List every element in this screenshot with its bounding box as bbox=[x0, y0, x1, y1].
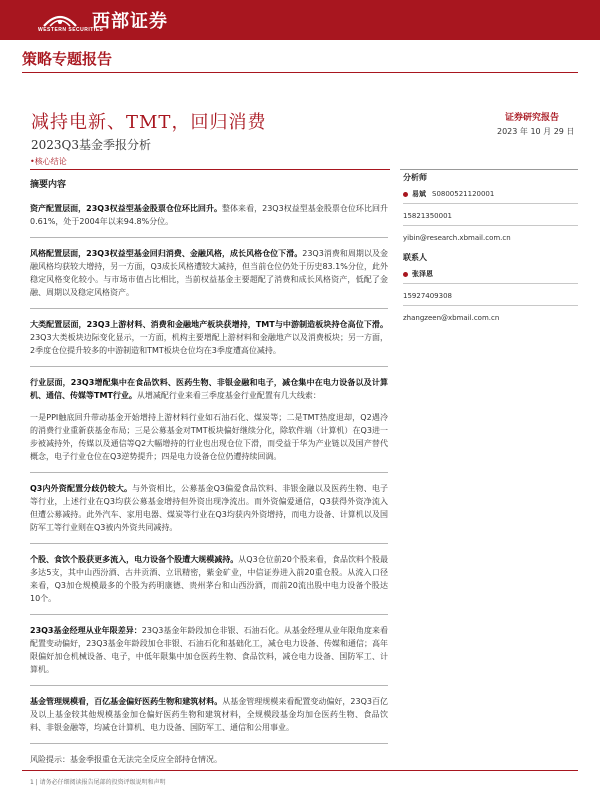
summary-heading: 摘要内容 bbox=[30, 180, 67, 190]
risk-warning bbox=[30, 753, 388, 766]
paragraph-divider bbox=[30, 543, 388, 544]
contact-heading: 联系人 bbox=[403, 253, 427, 262]
contact-divider bbox=[403, 305, 578, 306]
paragraph-text: 与外资相比，公募基金Q3偏爱食品饮料、非银金融以及医药生物、电子等行业，上述行业在Q3均获公募基金增持但外资出现净流出。而外资偏爱通信，Q3获得外资净流入但遭公募减持。此外汽车、家用电器、煤炭等行业在Q3均获内外资增持，而电力设备、计算机以及国防军工等行业则在Q3被内外资共同减持。 bbox=[30, 484, 388, 532]
paragraph-sector-allocation bbox=[30, 318, 388, 357]
contact-phone: 15927409308 bbox=[403, 292, 452, 300]
paragraph-divider bbox=[30, 308, 388, 309]
report-header bbox=[0, 0, 600, 40]
bullet-icon bbox=[403, 192, 408, 197]
report-category-label: 证券研究报告 bbox=[505, 113, 560, 123]
paragraph-text: 从Q3仓位前20个股来看，食品饮料个股最多达5支，其中山西汾酒、古井贡酒、立讯精密，紫金矿业，中信证券进入前20重仓股。从流入口径来看，Q3加仓规模最多的个股为药明康德、贵州茅台和山西汾酒，而前20流出股中电力设备个股达10个。 bbox=[30, 555, 388, 603]
contact-name-row bbox=[403, 268, 578, 280]
report-type-label: 策略专题报告 bbox=[22, 50, 113, 68]
report-title: 减持电新、TMT，回归消费 bbox=[31, 112, 267, 133]
paragraph-lead: 23Q3基金经理从业年限差异： bbox=[30, 626, 142, 635]
top-divider bbox=[22, 72, 578, 73]
summary-body bbox=[30, 177, 388, 775]
analyst-email[interactable]: yibin@research.xbmail.com.cn bbox=[403, 234, 511, 242]
contact-email[interactable]: zhangzeen@xbmail.com.cn bbox=[403, 314, 500, 322]
analyst-card bbox=[403, 188, 578, 252]
footer-divider bbox=[22, 770, 578, 771]
paragraph-text: 23Q3大类板块边际变化显示，一方面，机构主要增配上游材料和金融地产以及消费板块；另一方面，2季度仓位提升较多的中游制造和TMT板块仓位均在3季度遭高位减持。 bbox=[30, 333, 388, 355]
contact-divider bbox=[403, 203, 578, 204]
paragraph-divider bbox=[30, 743, 388, 744]
paragraph-industry-allocation bbox=[30, 376, 388, 402]
paragraph-divider bbox=[30, 472, 388, 473]
paragraph-lead: 风格配置层面，23Q3权益型基金回归消费、金融风格，成长风格仓位下滑。 bbox=[30, 249, 303, 258]
analyst-name: 易斌 bbox=[412, 190, 426, 198]
paragraph-lead: Q3内外资配置分歧仍较大。 bbox=[30, 484, 133, 493]
paragraph-lead: 个股、食饮个股获更多流入，电力设备个股遭大规模减持。 bbox=[30, 555, 239, 564]
footer-disclaimer: 1 | 请务必仔细阅读报告尾部的投资评级说明和声明 bbox=[30, 779, 166, 786]
paragraph-text: 从增减配行业来看三季度基金行业配置有几大线索： bbox=[136, 391, 321, 400]
paragraph-divider bbox=[30, 366, 388, 367]
paragraph-style-allocation bbox=[30, 247, 388, 299]
paragraph-lead: 基金管理规模看，百亿基金偏好医药生物和建筑材料。 bbox=[30, 697, 223, 706]
paragraph-industry-clues bbox=[30, 411, 388, 463]
analyst-heading: 分析师 bbox=[403, 173, 427, 182]
contact-divider bbox=[403, 225, 578, 226]
analyst-name-row bbox=[403, 188, 578, 200]
contact-sidebar bbox=[403, 172, 578, 324]
paragraph-foreign-capital bbox=[30, 482, 388, 534]
paragraph-stocks bbox=[30, 553, 388, 605]
paragraph-fund-size bbox=[30, 695, 388, 734]
report-date: 2023 年 10 月 29 日 bbox=[497, 127, 575, 136]
paragraph-lead: 行业层面，23Q3增配集中在食品饮料、医药生物、非银金融和电子，减仓集中在电力设备以及计算机、通信、传媒等TMT行业。 bbox=[30, 378, 388, 400]
paragraph-lead: 大类配置层面，23Q3上游材料、消费和金融地产板块获增持，TMT与中游制造板块持仓高位下滑。 bbox=[30, 320, 388, 329]
paragraph-text: 整体来看，23Q3权益型基金股票仓位环比回升0.61%，处于2004年以来94.8%分位。 bbox=[30, 204, 388, 226]
paragraph-text: 一是PPI触底回升带动基金开始增持上游材料行业如石油石化、煤炭等；二是TMT热度退却，Q2遇冷的消费行业重新获基金布局；三是公募基金对TMT板块偏好继续分化，除软件端（计算机）在Q3进一步被减持外，传媒以及通信等Q2大幅增持的行业也出现仓位下滑，而受益于华为产业链以及国产替代概念，电子行业仓位在Q3逆势提升；四是电力设备仓位仍遭持续回调。 bbox=[30, 413, 388, 461]
contact-name: 张泽恩 bbox=[412, 270, 433, 278]
logo-chinese-name: 西部证券 bbox=[92, 11, 168, 32]
analyst-phone: 15821350001 bbox=[403, 212, 452, 220]
paragraph-text: 23Q3基金年龄段加仓非银、石油石化。从基金经理从业年限角度来看配置变动偏好，23Q3基金年龄段加仓非银、石油石化和基础化工，减仓电力设备、传媒和通信；高年限偏好加仓机械设备、电子，中低年限集中加仓医药生物、食品饮料，减仓电力设备、国防军工、计算机。 bbox=[30, 626, 388, 674]
report-subtitle: 2023Q3基金季报分析 bbox=[31, 138, 152, 152]
paragraph-divider bbox=[30, 614, 388, 615]
paragraph-asset-allocation bbox=[30, 202, 388, 228]
paragraph-divider bbox=[30, 237, 388, 238]
paragraph-text: 风险提示：基金季报重仓无法完全反应全部持仓情况。 bbox=[30, 755, 222, 764]
logo-english-name: WESTERN SECURITIES bbox=[38, 27, 104, 33]
contact-divider bbox=[403, 283, 578, 284]
core-conclusion-tag: •核心结论 bbox=[30, 157, 67, 166]
analyst-cert-number: S0800521120001 bbox=[432, 190, 495, 198]
contact-card bbox=[403, 268, 578, 324]
paragraph-manager-tenure bbox=[30, 624, 388, 676]
paragraph-text: 23Q3消费和周期以及金融风格均获较大增持，另一方面，Q3成长风格遭较大减持，但当前仓位仍处于历史83.1%分位，此外稳定风格变化较小。与市场市值占比相比，当前权益基金主要超配了消费和成长风格资产，低配了金融、周期以及稳定风格资产。 bbox=[30, 249, 388, 297]
paragraph-lead: 资产配置层面，23Q3权益型基金股票仓位环比回升。 bbox=[30, 204, 223, 213]
paragraph-divider bbox=[30, 685, 388, 686]
core-divider bbox=[30, 169, 390, 170]
paragraph-text: 从基金管理规模来看配置变动偏好，23Q3百亿及以上基金较其他规模基金加仓偏好医药生物和建筑材料，全规模段基金均加仓医药生物、食品饮料、非银金融等，均减仓计算机、电力设备、国防军工、通信和公用事业。 bbox=[30, 697, 388, 732]
bullet-icon bbox=[403, 272, 408, 277]
sidebar-divider bbox=[400, 169, 578, 170]
